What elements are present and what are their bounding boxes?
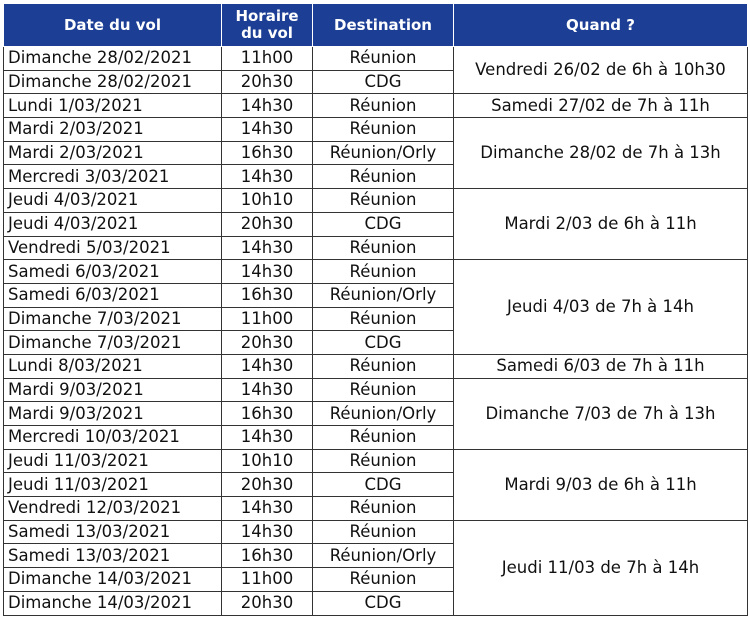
destination-cell: Réunion <box>313 94 454 118</box>
destination-cell: CDG <box>313 473 454 497</box>
time-cell: 16h30 <box>222 283 313 307</box>
when-cell: Mardi 2/03 de 6h à 11h <box>454 189 748 260</box>
time-cell: 14h30 <box>222 236 313 260</box>
table-body <box>4 47 748 616</box>
table-row <box>4 520 748 544</box>
header-time <box>222 4 313 47</box>
date-cell: Mercredi 3/03/2021 <box>4 165 222 189</box>
destination-cell: Réunion <box>313 520 454 544</box>
destination-cell: CDG <box>313 212 454 236</box>
destination-cell: Réunion/Orly <box>313 283 454 307</box>
date-cell: Dimanche 28/02/2021 <box>4 47 222 71</box>
time-cell: 14h30 <box>222 94 313 118</box>
header-destination: Destination <box>313 4 454 47</box>
table-row <box>4 378 748 402</box>
destination-cell: CDG <box>313 331 454 355</box>
destination-cell: Réunion <box>313 260 454 284</box>
table-row <box>4 94 748 118</box>
date-cell: Lundi 8/03/2021 <box>4 354 222 378</box>
header-when: Quand ? <box>454 4 748 47</box>
date-cell: Mardi 2/03/2021 <box>4 141 222 165</box>
date-cell: Vendredi 5/03/2021 <box>4 236 222 260</box>
when-cell: Mardi 9/03 de 6h à 11h <box>454 449 748 520</box>
date-cell: Dimanche 14/03/2021 <box>4 591 222 615</box>
time-cell: 10h10 <box>222 449 313 473</box>
destination-cell: Réunion <box>313 165 454 189</box>
time-cell: 14h30 <box>222 118 313 142</box>
when-cell: Jeudi 11/03 de 7h à 14h <box>454 520 748 615</box>
date-cell: Jeudi 11/03/2021 <box>4 449 222 473</box>
destination-cell: Réunion <box>313 354 454 378</box>
destination-cell: Réunion <box>313 378 454 402</box>
when-cell: Dimanche 28/02 de 7h à 13h <box>454 118 748 189</box>
time-cell: 20h30 <box>222 591 313 615</box>
destination-cell: CDG <box>313 70 454 94</box>
time-cell: 14h30 <box>222 378 313 402</box>
date-cell: Dimanche 7/03/2021 <box>4 331 222 355</box>
time-cell: 20h30 <box>222 212 313 236</box>
date-cell: Mardi 2/03/2021 <box>4 118 222 142</box>
date-cell: Samedi 13/03/2021 <box>4 520 222 544</box>
table-row <box>4 118 748 142</box>
destination-cell: Réunion/Orly <box>313 544 454 568</box>
destination-cell: Réunion/Orly <box>313 402 454 426</box>
time-cell: 11h00 <box>222 568 313 592</box>
destination-cell: Réunion <box>313 497 454 521</box>
time-cell: 14h30 <box>222 354 313 378</box>
header-time-line1: Horaire <box>235 7 299 25</box>
date-cell: Mardi 9/03/2021 <box>4 402 222 426</box>
date-cell: Samedi 6/03/2021 <box>4 260 222 284</box>
destination-cell: CDG <box>313 591 454 615</box>
date-cell: Lundi 1/03/2021 <box>4 94 222 118</box>
destination-cell: Réunion <box>313 189 454 213</box>
when-cell: Samedi 6/03 de 7h à 11h <box>454 354 748 378</box>
date-cell: Dimanche 14/03/2021 <box>4 568 222 592</box>
time-cell: 20h30 <box>222 70 313 94</box>
time-cell: 11h00 <box>222 47 313 71</box>
when-cell: Jeudi 4/03 de 7h à 14h <box>454 260 748 355</box>
date-cell: Jeudi 11/03/2021 <box>4 473 222 497</box>
destination-cell: Réunion/Orly <box>313 141 454 165</box>
table-header <box>4 4 748 47</box>
time-cell: 11h00 <box>222 307 313 331</box>
time-cell: 14h30 <box>222 165 313 189</box>
destination-cell: Réunion <box>313 47 454 71</box>
date-cell: Jeudi 4/03/2021 <box>4 212 222 236</box>
when-cell: Dimanche 7/03 de 7h à 13h <box>454 378 748 449</box>
time-cell: 14h30 <box>222 426 313 450</box>
date-cell: Jeudi 4/03/2021 <box>4 189 222 213</box>
table-row <box>4 354 748 378</box>
date-cell: Dimanche 7/03/2021 <box>4 307 222 331</box>
table-row <box>4 260 748 284</box>
time-cell: 10h10 <box>222 189 313 213</box>
flight-schedule-table-wrapper <box>3 3 748 616</box>
time-cell: 16h30 <box>222 402 313 426</box>
table-row <box>4 47 748 71</box>
destination-cell: Réunion <box>313 236 454 260</box>
destination-cell: Réunion <box>313 118 454 142</box>
time-cell: 16h30 <box>222 141 313 165</box>
date-cell: Dimanche 28/02/2021 <box>4 70 222 94</box>
flight-schedule-table <box>3 3 748 616</box>
time-cell: 14h30 <box>222 497 313 521</box>
destination-cell: Réunion <box>313 307 454 331</box>
time-cell: 14h30 <box>222 260 313 284</box>
when-cell: Samedi 27/02 de 7h à 11h <box>454 94 748 118</box>
table-row <box>4 449 748 473</box>
time-cell: 20h30 <box>222 331 313 355</box>
table-row <box>4 189 748 213</box>
header-date: Date du vol <box>4 4 222 47</box>
header-time-line2: du vol <box>241 24 293 42</box>
time-cell: 20h30 <box>222 473 313 497</box>
header-row <box>4 4 748 47</box>
time-cell: 16h30 <box>222 544 313 568</box>
date-cell: Mardi 9/03/2021 <box>4 378 222 402</box>
when-cell: Vendredi 26/02 de 6h à 10h30 <box>454 47 748 94</box>
date-cell: Samedi 13/03/2021 <box>4 544 222 568</box>
date-cell: Vendredi 12/03/2021 <box>4 497 222 521</box>
time-cell: 14h30 <box>222 520 313 544</box>
destination-cell: Réunion <box>313 426 454 450</box>
date-cell: Mercredi 10/03/2021 <box>4 426 222 450</box>
date-cell: Samedi 6/03/2021 <box>4 283 222 307</box>
destination-cell: Réunion <box>313 449 454 473</box>
destination-cell: Réunion <box>313 568 454 592</box>
